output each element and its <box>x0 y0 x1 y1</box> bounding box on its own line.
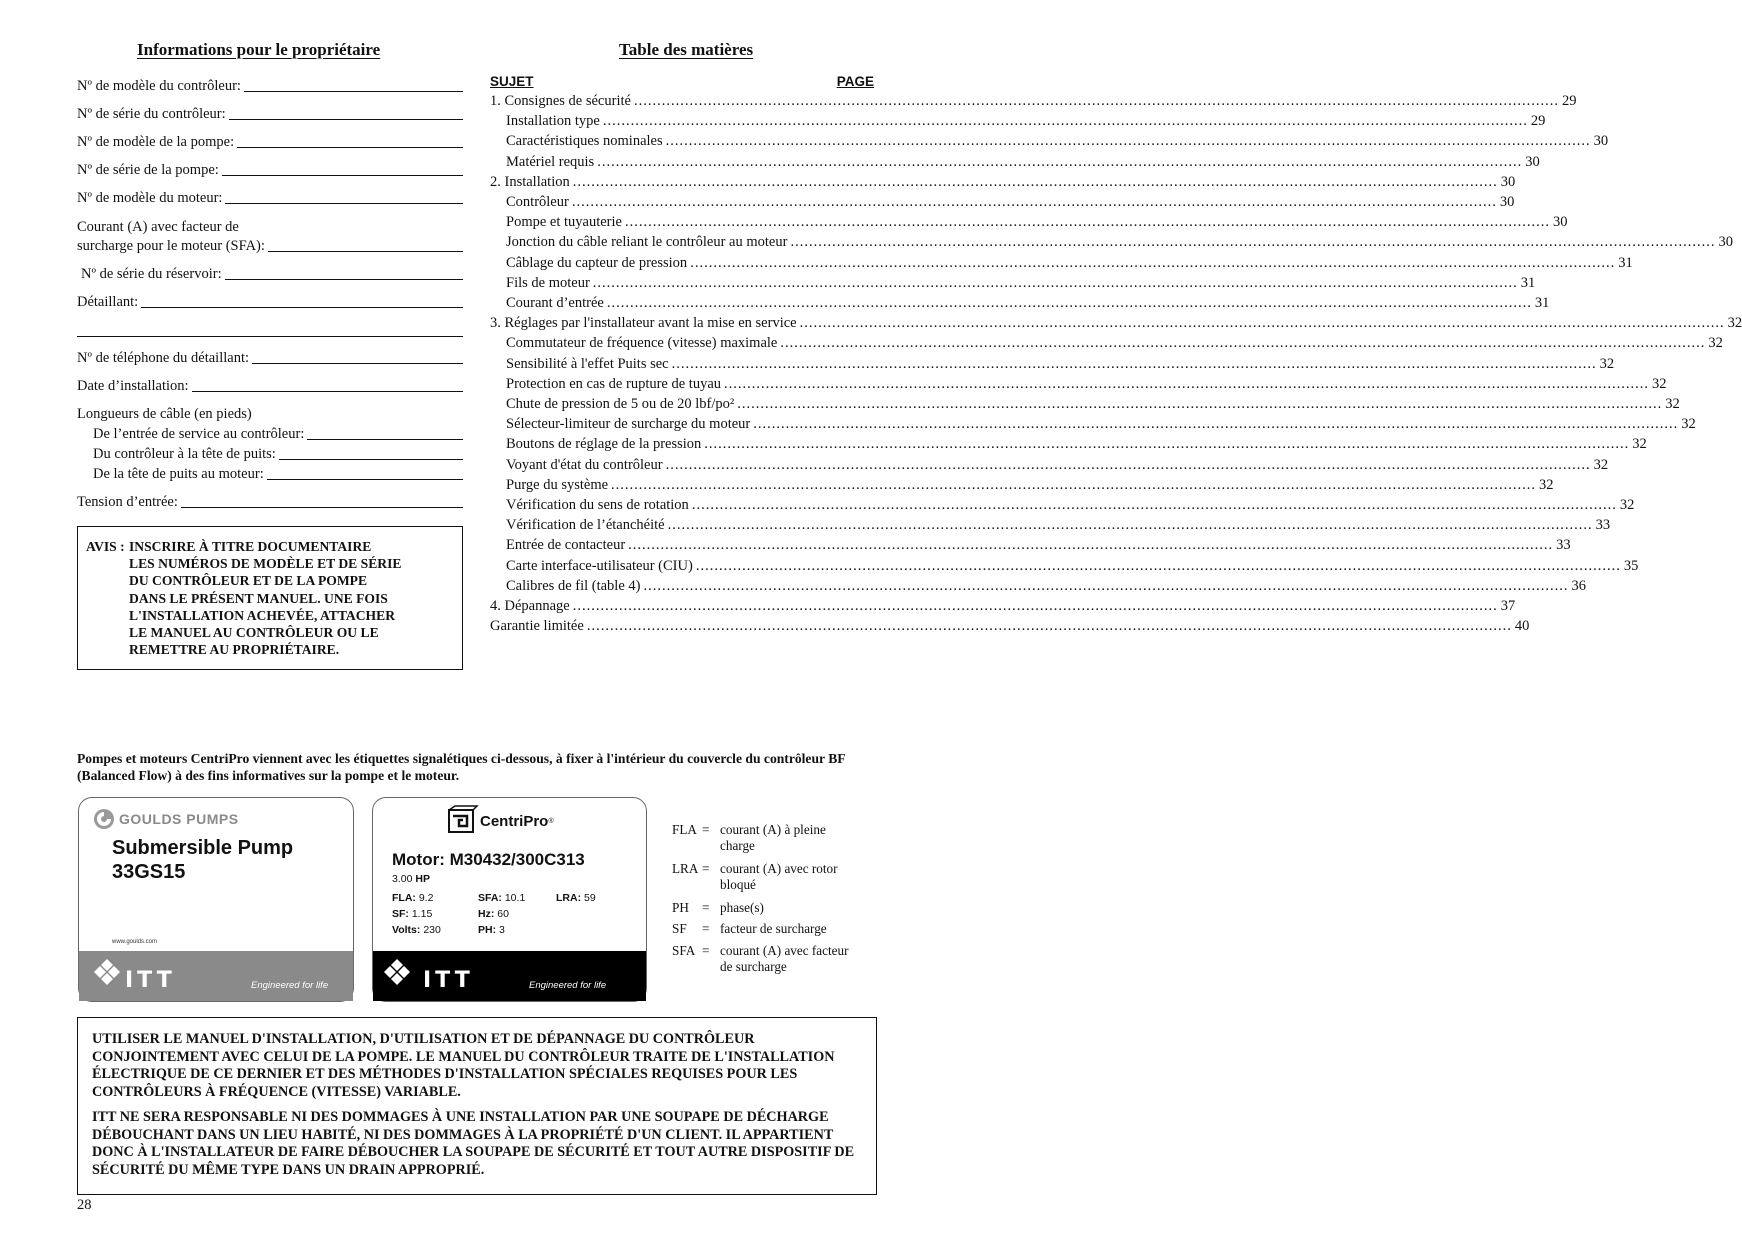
motor-hp: 3.00 HP <box>392 873 430 885</box>
write-line[interactable] <box>225 203 463 204</box>
toc-entry[interactable] <box>490 315 1742 335</box>
field-controller-model: Nº de modèle du contrôleur : <box>77 78 463 95</box>
write-line[interactable] <box>181 507 463 508</box>
toc-leader-dots: ........................................................................................................................................................................................................ <box>572 173 1498 190</box>
toc-entry[interactable] <box>490 436 1647 456</box>
write-line[interactable] <box>244 91 463 92</box>
field-cable-wellhead-to-motor: De la tête de puits au moteur : <box>93 466 463 483</box>
toc-col-subject: SUJET <box>490 74 534 89</box>
goulds-brand: GOULDS PUMPS <box>119 811 239 827</box>
warning-paragraph-1: UTILISER LE MANUEL D'INSTALLATION, D'UTILISATION ET DE DÉPANNAGE DU CONTRÔLEUR CONJOINTEMENT AVEC CELUI DE LA POMPE. LE MANUEL DU CONTRÔLEUR TRAITE DE L'INSTALLATION ÉLECTRIQUE DE CE DERNIER ET DES MÉTHODES D'INSTALLATION SPÉCIALES REQUISES POUR LES CONTRÔLEURS À FRÉQUENCE (VITESSE) VARIABLE. <box>92 1031 835 1100</box>
toc-entry[interactable] <box>490 416 1696 436</box>
toc-entry[interactable] <box>490 598 1516 618</box>
toc-entry-page: 31 <box>1534 295 1550 311</box>
toc-entry-page: 32 <box>1619 497 1635 513</box>
field-install-date: Date d’installation : <box>77 378 463 395</box>
toc-leader-dots: ........................................................................................................................................................................................................ <box>667 517 1593 534</box>
toc-leader-dots: ........................................................................................................................................................................................................ <box>572 598 1498 614</box>
toc-entry-page: 32 <box>1708 335 1723 352</box>
toc-entry[interactable] <box>490 194 1515 214</box>
write-line[interactable] <box>222 175 463 176</box>
goulds-url: www.goulds.com <box>112 939 158 945</box>
toc-leader-dots: ........................................................................................................................................................................................................ <box>665 133 1591 150</box>
toc-entry[interactable] <box>490 476 1554 497</box>
toc-entry-page: 32 <box>1593 456 1609 473</box>
toc-leader-dots: ........................................................................................................................................................................................................ <box>671 355 1597 372</box>
toc-leader-dots: ........................................................................................................................................................................................................ <box>724 375 1650 392</box>
toc-entry-page: 32 <box>1665 396 1680 412</box>
itt-wordmark: ITT <box>125 968 176 993</box>
toc-entry[interactable] <box>490 295 1550 315</box>
toc-leader-dots: ........................................................................................................................................................................................................ <box>737 396 1663 412</box>
notice-box <box>77 526 463 670</box>
field-cable-service-to-controller: De l’entrée de service au contrôleur : <box>93 426 463 443</box>
toc-column-headers <box>490 74 874 89</box>
field-controller-serial: Nº de série du contrôleur : <box>77 106 463 123</box>
toc-leader-dots: ........................................................................................................................................................................................................ <box>799 315 1725 332</box>
field-label: Nº de téléphone du détaillant <box>77 350 245 366</box>
toc-entry-label: 1. Consignes de sécurité <box>490 93 631 109</box>
field-label: Du contrôleur à la tête de puits <box>93 446 272 462</box>
toc-leader-dots: ........................................................................................................................................................................................................ <box>597 153 1523 170</box>
toc-entry-page: 40 <box>1514 618 1530 635</box>
motor-nameplate: CentriPro ® Motor: M30432/300C313 3.00 HP FLA: 9.2 SFA: 10.1 LRA: 59 SF: 1.15 Hz: 60 Volts: 230 PH: 3 ITT Engineered for life <box>372 797 647 1002</box>
toc-leader-dots: ........................................................................................................................................................................................................ <box>611 476 1537 493</box>
toc-entry-page: 30 <box>1500 173 1516 190</box>
toc-entry[interactable] <box>490 557 1639 578</box>
toc-entry-page: 37 <box>1500 598 1516 614</box>
legend-item: PH = phase(s) <box>672 900 764 915</box>
toc-leader-dots: ........................................................................................................................................................................................................ <box>624 214 1550 231</box>
toc-entry-page: 29 <box>1561 93 1577 109</box>
toc-entry-label: Chute de pression de 5 ou de 20 lbf/po² <box>506 396 735 412</box>
toc-entry[interactable] <box>490 396 1680 416</box>
field-pump-model: Nº de modèle de la pompe : <box>77 134 463 151</box>
toc-entry[interactable] <box>490 335 1723 355</box>
itt-tagline: Engineered for life <box>251 980 329 991</box>
field-label: Détaillant <box>77 294 135 310</box>
goulds-logo <box>93 808 239 830</box>
warning-box <box>77 1017 877 1195</box>
toc-leader-dots: ........................................................................................................................................................................................................ <box>633 93 1559 109</box>
toc-leader-dots: ........................................................................................................................................................................................................ <box>643 577 1569 594</box>
toc-entry-label: 2. Installation <box>490 173 570 190</box>
toc-entry-page: 30 <box>1525 153 1540 170</box>
write-line[interactable] <box>267 479 463 480</box>
pump-title: Submersible Pump 33GS15 <box>112 837 294 883</box>
field-label: surcharge pour le moteur (SFA) <box>77 238 261 254</box>
toc-entry-label: Voyant d'état du contrôleur <box>506 456 663 473</box>
field-motor-sfa: surcharge pour le moteur (SFA) : <box>77 238 463 255</box>
field-label: Date d’installation <box>77 378 185 394</box>
legend-item: FLA = courant (A) à pleine charge <box>672 822 826 853</box>
itt-band <box>79 951 353 1001</box>
field-label: Nº de modèle de la pompe <box>77 134 231 150</box>
toc-leader-dots: ........................................................................................................................................................................................................ <box>628 537 1554 554</box>
toc-entry-page: 32 <box>1599 355 1615 372</box>
toc-entry[interactable] <box>490 618 1530 638</box>
owner-info-heading: Informations pour le propriétaire <box>137 40 381 59</box>
toc-entry-label: Matériel requis <box>506 153 595 170</box>
toc-entry-label: 4. Dépannage <box>490 598 570 614</box>
goulds-swirl-icon <box>93 808 115 830</box>
field-pump-serial: Nº de série de la pompe : <box>77 162 463 179</box>
toc-entry-label: Vérification de l’étanchéité <box>506 517 665 534</box>
toc-entry-label: 3. Réglages par l'installateur avant la mise en service <box>490 315 797 332</box>
toc-entry[interactable] <box>490 93 1577 113</box>
toc-entry-page: 33 <box>1556 537 1571 554</box>
toc-entry-page: 32 <box>1727 315 1742 332</box>
toc-entry-page: 32 <box>1632 436 1647 453</box>
field-cable-controller-to-wellhead: Du contrôleur à la tête de puits : <box>93 446 463 463</box>
toc-entry-page: 32 <box>1539 476 1554 493</box>
toc-entry-label: Calibres de fil (table 4) <box>506 577 641 594</box>
write-line[interactable] <box>237 147 463 148</box>
centripro-brand: CentriPro <box>480 812 549 830</box>
write-line[interactable] <box>141 307 463 308</box>
toc-entry-page: 30 <box>1552 214 1568 231</box>
toc-entry[interactable] <box>490 537 1571 557</box>
toc-leader-dots: ........................................................................................................................................................................................................ <box>592 274 1518 291</box>
toc-leader-dots: ........................................................................................................................................................................................................ <box>602 113 1528 130</box>
itt-logo-icon <box>383 958 411 986</box>
toc-col-page: PAGE <box>836 74 874 89</box>
toc-entry-label: Sélecteur-limiteur de surcharge du moteur <box>506 416 751 433</box>
toc-entry[interactable] <box>490 274 1536 295</box>
toc-heading: Table des matières <box>619 40 754 59</box>
toc-entry-page: 30 <box>1499 194 1515 210</box>
notice-text: INSCRIRE À TITRE DOCUMENTAIRE LES NUMÉROS DE MODÈLE ET DE SÉRIE DU CONTRÔLEUR ET DE LA POMPE DANS LE PRÉSENT MANUEL. UNE FOIS L'INSTALLATION ACHEVÉE, ATTACHER LE MANUEL AU CONTRÔLEUR OU LE REMETTRE AU PROPRIÉTAIRE. <box>129 539 402 658</box>
toc-entry-label: Pompe et tuyauterie <box>506 214 622 231</box>
toc-entry[interactable] <box>490 113 1546 133</box>
write-line[interactable] <box>268 251 463 252</box>
legend-item: SFA = courant (A) avec facteur de surcharge <box>672 943 849 974</box>
field-label: De la tête de puits au moteur <box>93 466 260 482</box>
field-label: Nº de série de la pompe <box>77 162 215 178</box>
toc-entry[interactable] <box>490 173 1516 194</box>
cable-lengths-label: Longueurs de câble (en pieds) <box>77 406 252 422</box>
centripro-box-icon <box>447 806 477 836</box>
toc-entry-label: Vérification du sens de rotation <box>506 497 689 513</box>
toc-entry[interactable] <box>490 153 1540 174</box>
centripro-logo: CentriPro ® <box>447 806 554 836</box>
toc-entry[interactable] <box>490 133 1609 153</box>
toc-entry-label: Caractéristiques nominales <box>506 133 663 150</box>
legend-item: LRA = courant (A) avec rotor bloqué <box>672 861 838 892</box>
field-label: Nº de série du contrôleur <box>77 106 222 122</box>
write-line[interactable] <box>307 439 463 440</box>
write-line[interactable] <box>279 459 463 460</box>
itt-tagline: Engineered for life <box>529 980 607 991</box>
toc-entry[interactable] <box>490 214 1568 234</box>
toc-entry-page: 33 <box>1595 517 1611 534</box>
toc-entry-label: Sensibilité à l'effet Puits sec <box>506 355 669 372</box>
toc-leader-dots: ........................................................................................................................................................................................................ <box>753 416 1679 433</box>
toc-entry-page: 32 <box>1681 416 1696 433</box>
write-line[interactable] <box>229 119 463 120</box>
toc-leader-dots: ........................................................................................................................................................................................................ <box>695 557 1621 574</box>
field-dealer: Détaillant : <box>77 294 463 311</box>
toc-entry-page: 29 <box>1530 113 1546 130</box>
itt-band <box>373 951 646 1001</box>
field-dealer-phone: Nº de téléphone du détaillant : <box>77 350 463 367</box>
toc-entry-label: Câblage du capteur de pression <box>506 254 688 271</box>
write-line[interactable] <box>225 279 463 280</box>
field-label: Tension d’entrée <box>77 494 174 510</box>
toc-entry-label: Protection en cas de rupture de tuyau <box>506 375 722 392</box>
write-line[interactable] <box>252 363 463 364</box>
toc-entry-page: 30 <box>1593 133 1609 150</box>
toc-entry-label: Purge du système <box>506 476 609 493</box>
toc-entry[interactable] <box>490 497 1635 517</box>
toc-leader-dots: ........................................................................................................................................................................................................ <box>790 234 1716 251</box>
legend-item: SF = facteur de surcharge <box>672 921 827 936</box>
page-number: 28 <box>77 1197 92 1213</box>
toc-entry-label: Installation type <box>506 113 600 130</box>
toc-leader-dots: ........................................................................................................................................................................................................ <box>665 456 1591 473</box>
toc-entry[interactable] <box>490 355 1615 376</box>
toc-entry-label: Garantie limitée <box>490 618 584 635</box>
notice-label: AVIS : <box>86 539 125 554</box>
toc-entry-label: Jonction du câble reliant le contrôleur au moteur <box>506 234 788 251</box>
toc-entry-label: Contrôleur <box>506 194 569 210</box>
toc-entry-page: 30 <box>1718 234 1733 251</box>
field-tank-serial: Nº de série du réservoir : <box>81 266 463 283</box>
toc-leader-dots: ........................................................................................................................................................................................................ <box>571 194 1497 210</box>
toc-entry-label: Commutateur de fréquence (vitesse) maximale <box>506 335 778 352</box>
toc-leader-dots: ........................................................................................................................................................................................................ <box>704 436 1630 453</box>
toc-entry-page: 35 <box>1623 557 1639 574</box>
field-label: Courant (A) avec facteur de <box>77 219 239 235</box>
pump-nameplate <box>78 797 354 1002</box>
dealer-extra-line[interactable] <box>77 336 463 337</box>
field-input-voltage: Tension d’entrée : <box>77 494 463 511</box>
write-line[interactable] <box>192 391 463 392</box>
toc-leader-dots: ........................................................................................................................................................................................................ <box>691 497 1617 513</box>
toc-entry-page: 32 <box>1652 375 1667 392</box>
itt-logo-icon <box>93 958 121 986</box>
warning-paragraph-2: ITT NE SERA RESPONSABLE NI DES DOMMAGES À UNE INSTALLATION PAR UNE SOUPAPE DE DÉCHARGE DÉBOUCHANT DANS UN LIEU HABITÉ, NI DES DOMMAGES À LA PROPRIÉTÉ D'UN CLIENT. IL APPARTIENT DONC À L'INSTALLATEUR DE FAIRE DÉBOUCHER LA SOUPAPE DE SÉCURITÉ ET TOUT AUTRE DISPOSITIF DE SÉCURITÉ DU MÊME TYPE DANS UN DRAIN APPROPRIÉ. <box>92 1109 855 1178</box>
toc-entry-label: Boutons de réglage de la pression <box>506 436 702 453</box>
toc-entry-label: Carte interface-utilisateur (CIU) <box>506 557 693 574</box>
toc-entry-label: Fils de moteur <box>506 274 590 291</box>
toc-entry-label: Entrée de contacteur <box>506 537 626 554</box>
nameplates-intro: Pompes et moteurs CentriPro viennent avec les étiquettes signalétiques ci-dessous, à fixer à l'intérieur du couvercle du contrôleur BF (Balanced Flow) à des fins informatives sur la pompe et le moteur. <box>77 751 846 783</box>
toc-entry[interactable] <box>490 577 1586 598</box>
toc-entry-page: 36 <box>1571 577 1586 594</box>
toc-leader-dots: ........................................................................................................................................................................................................ <box>606 295 1532 311</box>
toc-entry[interactable] <box>490 375 1667 396</box>
toc-leader-dots: ........................................................................................................................................................................................................ <box>780 335 1706 352</box>
field-label: Nº de série du réservoir <box>81 266 218 282</box>
field-label: Nº de modèle du contrôleur <box>77 78 237 94</box>
toc-entry[interactable] <box>490 234 1733 254</box>
field-motor-model: Nº de modèle du moteur : <box>77 190 463 207</box>
motor-title: Motor: M30432/300C313 <box>392 850 585 869</box>
toc-entry-page: 31 <box>1618 254 1633 271</box>
toc-entry[interactable] <box>490 517 1611 537</box>
toc-entry-page: 31 <box>1520 274 1536 291</box>
field-label: Nº de modèle du moteur <box>77 190 219 206</box>
toc-leader-dots: ........................................................................................................................................................................................................ <box>586 618 1512 635</box>
itt-wordmark: ITT <box>423 968 474 993</box>
field-label: De l’entrée de service au contrôleur <box>93 426 301 442</box>
toc-entry-label: Courant d’entrée <box>506 295 604 311</box>
toc-entry[interactable] <box>490 456 1609 477</box>
toc-leader-dots: ........................................................................................................................................................................................................ <box>690 254 1616 271</box>
toc-entry[interactable] <box>490 254 1633 275</box>
